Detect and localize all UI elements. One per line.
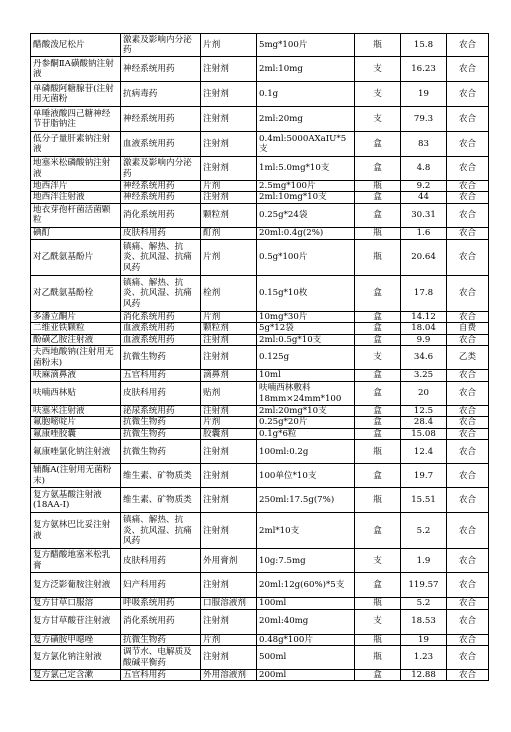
drug-name-cell: 复方甘草口服溶 <box>31 598 121 609</box>
unit-cell: 盒 <box>355 464 401 488</box>
drug-name-cell: 辅酶A(注射用无菌粉末) <box>31 464 121 488</box>
category-cell: 消化系统用药 <box>121 609 201 634</box>
insurance-type-cell: 农合 <box>447 239 489 275</box>
table-row <box>31 275 489 311</box>
specification-cell: 2ml:20mg*10支 <box>257 406 355 417</box>
drug-name-cell: 单唾液酸四己糖神经节苷脂钠注 <box>31 107 121 132</box>
table-row <box>31 181 489 192</box>
drug-name-cell: 氟康唑胶囊 <box>31 428 121 439</box>
category-cell: 呼吸系统用药 <box>121 598 201 609</box>
price-cell: 15.08 <box>401 428 447 439</box>
insurance-type-cell: 自费 <box>447 323 489 334</box>
insurance-type-cell: 农合 <box>447 334 489 345</box>
unit-cell: 瓶 <box>355 181 401 192</box>
unit-cell: 盒 <box>355 428 401 439</box>
dosage-form-cell: 颗粒剂 <box>201 203 257 227</box>
unit-cell: 瓶 <box>355 239 401 275</box>
price-cell: 1.23 <box>401 646 447 670</box>
dosage-form-cell: 注射剂 <box>201 107 257 132</box>
price-cell: 119.57 <box>401 573 447 598</box>
unit-cell: 盒 <box>355 323 401 334</box>
category-cell: 抗微生物药 <box>121 428 201 439</box>
drug-name-cell: 对乙酰氨基酚片 <box>31 239 121 275</box>
category-cell: 消化系统用药 <box>121 311 201 322</box>
price-cell: 5.2 <box>401 513 447 549</box>
drug-name-cell: 复方氨林巴比妥注射液 <box>31 513 121 549</box>
specification-cell: 2ml:10mg*10支 <box>257 192 355 203</box>
dosage-form-cell: 注射剂 <box>201 334 257 345</box>
unit-cell: 瓶 <box>355 227 401 239</box>
specification-cell: 2ml:0.5g*10支 <box>257 334 355 345</box>
drug-name-cell: 对乙酰氨基酚栓 <box>31 275 121 311</box>
drug-name-cell: 复方醋酸地塞米松乳膏 <box>31 549 121 573</box>
price-cell: 20 <box>401 382 447 406</box>
specification-cell: 0.1g <box>257 82 355 107</box>
drug-name-cell: 多潘立酮片 <box>31 311 121 322</box>
drug-name-cell: 地西泮片 <box>31 181 121 192</box>
table-row <box>31 549 489 573</box>
dosage-form-cell: 酊剂 <box>201 227 257 239</box>
insurance-type-cell: 农合 <box>447 670 489 681</box>
specification-cell: 100ml <box>257 598 355 609</box>
specification-cell: 20ml:40mg <box>257 609 355 634</box>
unit-cell: 支 <box>355 346 401 370</box>
category-cell: 五官科用药 <box>121 370 201 382</box>
dosage-form-cell: 片剂 <box>201 311 257 322</box>
unit-cell: 盒 <box>355 370 401 382</box>
price-cell: 34.6 <box>401 346 447 370</box>
drug-name-cell: 碘酊 <box>31 227 121 239</box>
table-row <box>31 382 489 406</box>
unit-cell: 盒 <box>355 573 401 598</box>
drug-name-cell: 醋酸泼尼松片 <box>31 34 121 57</box>
category-cell: 神经系统用药 <box>121 57 201 82</box>
insurance-type-cell: 农合 <box>447 82 489 107</box>
price-cell: 5.2 <box>401 598 447 609</box>
table-row <box>31 311 489 322</box>
insurance-type-cell: 农合 <box>447 406 489 417</box>
category-cell: 激素及影响内分泌药 <box>121 157 201 181</box>
specification-cell: 0.4ml:5000AXaIU*5支 <box>257 132 355 157</box>
dosage-form-cell: 外用膏剂 <box>201 549 257 573</box>
specification-cell: 100单位*10支 <box>257 464 355 488</box>
table-row <box>31 598 489 609</box>
specification-cell: 500ml <box>257 646 355 670</box>
price-cell: 9.9 <box>401 334 447 345</box>
specification-cell: 200ml <box>257 670 355 681</box>
table-row <box>31 609 489 634</box>
price-cell: 4.8 <box>401 157 447 181</box>
price-cell: 79.3 <box>401 107 447 132</box>
category-cell: 镇痛、解热、抗炎、抗风湿、抗痛风药 <box>121 513 201 549</box>
specification-cell: 0.1g*6粒 <box>257 428 355 439</box>
insurance-type-cell: 农合 <box>447 275 489 311</box>
drug-name-cell: 低分子量肝素钠注射液 <box>31 132 121 157</box>
dosage-form-cell: 注射剂 <box>201 57 257 82</box>
insurance-type-cell: 农合 <box>447 107 489 132</box>
specification-cell: 0.15g*10枚 <box>257 275 355 311</box>
insurance-type-cell: 农合 <box>447 513 489 549</box>
unit-cell: 盒 <box>355 275 401 311</box>
table-row <box>31 157 489 181</box>
drug-name-cell: 地西泮注射液 <box>31 192 121 203</box>
drug-name-cell: 单磷酸阿糖腺苷(注射用无菌粉 <box>31 82 121 107</box>
dosage-form-cell: 栓剂 <box>201 275 257 311</box>
category-cell: 皮肤科用药 <box>121 382 201 406</box>
price-cell: 1.6 <box>401 227 447 239</box>
category-cell: 皮肤科用药 <box>121 227 201 239</box>
drug-name-cell: 酚磺乙胺注射液 <box>31 334 121 345</box>
price-cell: 19 <box>401 634 447 645</box>
unit-cell: 盒 <box>355 513 401 549</box>
insurance-type-cell: 农合 <box>447 646 489 670</box>
specification-cell: 0.5g*100片 <box>257 239 355 275</box>
insurance-type-cell: 农合 <box>447 157 489 181</box>
drug-name-cell: 呋塞米注射液 <box>31 406 121 417</box>
price-cell: 18.53 <box>401 609 447 634</box>
dosage-form-cell: 注射剂 <box>201 646 257 670</box>
price-cell: 14.12 <box>401 311 447 322</box>
table-row <box>31 670 489 681</box>
dosage-form-cell: 片剂 <box>201 239 257 275</box>
category-cell: 泌尿系统用药 <box>121 406 201 417</box>
unit-cell: 盒 <box>355 382 401 406</box>
unit-cell: 盒 <box>355 406 401 417</box>
insurance-type-cell: 农合 <box>447 227 489 239</box>
dosage-form-cell: 注射剂 <box>201 609 257 634</box>
price-cell: 1.9 <box>401 549 447 573</box>
dosage-form-cell: 片剂 <box>201 634 257 645</box>
drug-name-cell: 复方泛影葡胺注射液 <box>31 573 121 598</box>
table-row <box>31 428 489 439</box>
insurance-type-cell: 农合 <box>447 203 489 227</box>
dosage-form-cell: 注射剂 <box>201 346 257 370</box>
table-row <box>31 203 489 227</box>
dosage-form-cell: 胶囊剂 <box>201 428 257 439</box>
dosage-form-cell: 颗粒剂 <box>201 323 257 334</box>
price-cell: 83 <box>401 132 447 157</box>
drug-name-cell: 复方磺胺甲噁唑 <box>31 634 121 645</box>
unit-cell: 盒 <box>355 203 401 227</box>
insurance-type-cell: 农合 <box>447 609 489 634</box>
dosage-form-cell: 注射剂 <box>201 464 257 488</box>
price-cell: 20.64 <box>401 239 447 275</box>
specification-cell: 100ml:0.2g <box>257 440 355 464</box>
drug-name-cell: 氟胞嘧啶片 <box>31 417 121 428</box>
unit-cell: 支 <box>355 609 401 634</box>
price-cell: 16.23 <box>401 57 447 82</box>
price-cell: 9.2 <box>401 181 447 192</box>
specification-cell: 5mg*100片 <box>257 34 355 57</box>
category-cell: 调节水、电解质及酸碱平衡药 <box>121 646 201 670</box>
insurance-type-cell: 农合 <box>447 440 489 464</box>
table-row <box>31 57 489 82</box>
drug-name-cell: 复方氯化钠注射液 <box>31 646 121 670</box>
price-cell: 44 <box>401 192 447 203</box>
insurance-type-cell: 农合 <box>447 311 489 322</box>
price-cell: 30.31 <box>401 203 447 227</box>
insurance-type-cell: 乙类 <box>447 346 489 370</box>
table-row <box>31 488 489 513</box>
table-row <box>31 346 489 370</box>
price-cell: 15.8 <box>401 34 447 57</box>
table-row <box>31 82 489 107</box>
category-cell: 神经系统用药 <box>121 192 201 203</box>
insurance-type-cell: 农合 <box>447 370 489 382</box>
specification-cell: 0.48g*100片 <box>257 634 355 645</box>
category-cell: 镇痛、解热、抗炎、抗风湿、抗痛风药 <box>121 239 201 275</box>
unit-cell: 盒 <box>355 192 401 203</box>
category-cell: 妇产科用药 <box>121 573 201 598</box>
table-row <box>31 513 489 549</box>
drug-name-cell: 氟康唑氯化钠注射液 <box>31 440 121 464</box>
category-cell: 抗微生物药 <box>121 417 201 428</box>
insurance-type-cell: 农合 <box>447 573 489 598</box>
price-cell: 18.04 <box>401 323 447 334</box>
specification-cell: 1ml:5.0mg*10支 <box>257 157 355 181</box>
category-cell: 神经系统用药 <box>121 107 201 132</box>
category-cell: 消化系统用药 <box>121 203 201 227</box>
table-row <box>31 417 489 428</box>
drug-name-cell: 呋麻滴鼻液 <box>31 370 121 382</box>
category-cell: 皮肤科用药 <box>121 549 201 573</box>
unit-cell: 支 <box>355 107 401 132</box>
insurance-type-cell: 农合 <box>447 382 489 406</box>
insurance-type-cell: 农合 <box>447 598 489 609</box>
specification-cell: 10ml <box>257 370 355 382</box>
table-row <box>31 370 489 382</box>
table-row <box>31 323 489 334</box>
category-cell: 血液系统用药 <box>121 323 201 334</box>
unit-cell: 盒 <box>355 311 401 322</box>
unit-cell: 盒 <box>355 417 401 428</box>
category-cell: 抗微生物药 <box>121 440 201 464</box>
specification-cell: 0.25g*24袋 <box>257 203 355 227</box>
category-cell: 镇痛、解热、抗炎、抗风湿、抗痛风药 <box>121 275 201 311</box>
price-cell: 28.4 <box>401 417 447 428</box>
drug-name-cell: 复方氯己定含漱 <box>31 670 121 681</box>
price-cell: 12.4 <box>401 440 447 464</box>
table-row <box>31 646 489 670</box>
price-cell: 17.8 <box>401 275 447 311</box>
dosage-form-cell: 片剂 <box>201 417 257 428</box>
table-row <box>31 132 489 157</box>
price-cell: 12.88 <box>401 670 447 681</box>
dosage-form-cell: 滴鼻剂 <box>201 370 257 382</box>
table-row <box>31 192 489 203</box>
category-cell: 维生素、矿物质类 <box>121 464 201 488</box>
price-cell: 12.5 <box>401 406 447 417</box>
dosage-form-cell: 贴剂 <box>201 382 257 406</box>
insurance-type-cell: 农合 <box>447 417 489 428</box>
table-row <box>31 464 489 488</box>
specification-cell: 5g*12袋 <box>257 323 355 334</box>
insurance-type-cell: 农合 <box>447 549 489 573</box>
price-cell: 19 <box>401 82 447 107</box>
unit-cell: 支 <box>355 549 401 573</box>
drug-price-table <box>30 33 489 681</box>
drug-name-cell: 地衣芽孢杆菌活菌颗粒 <box>31 203 121 227</box>
insurance-type-cell: 农合 <box>447 181 489 192</box>
unit-cell: 瓶 <box>355 598 401 609</box>
table-row <box>31 107 489 132</box>
unit-cell: 盒 <box>355 132 401 157</box>
category-cell: 激素及影响内分泌药 <box>121 34 201 57</box>
specification-cell: 0.125g <box>257 346 355 370</box>
unit-cell: 盒 <box>355 334 401 345</box>
drug-name-cell: 复方甘草酸苷注射液 <box>31 609 121 634</box>
insurance-type-cell: 农合 <box>447 428 489 439</box>
dosage-form-cell: 注射剂 <box>201 440 257 464</box>
unit-cell: 瓶 <box>355 34 401 57</box>
dosage-form-cell: 注射剂 <box>201 192 257 203</box>
insurance-type-cell: 农合 <box>447 57 489 82</box>
specification-cell: 2ml:20mg <box>257 107 355 132</box>
insurance-type-cell: 农合 <box>447 634 489 645</box>
dosage-form-cell: 外用溶液剂 <box>201 670 257 681</box>
specification-cell: 2.5mg*100片 <box>257 181 355 192</box>
specification-cell: 20ml:12g(60%)*5支 <box>257 573 355 598</box>
specification-cell: 2ml*10支 <box>257 513 355 549</box>
drug-name-cell: 地塞米松磷酸钠注射液 <box>31 157 121 181</box>
unit-cell: 瓶 <box>355 440 401 464</box>
specification-cell: 10g:7.5mg <box>257 549 355 573</box>
unit-cell: 盒 <box>355 157 401 181</box>
insurance-type-cell: 农合 <box>447 488 489 513</box>
category-cell: 神经系统用药 <box>121 181 201 192</box>
specification-cell: 10mg*30片 <box>257 311 355 322</box>
dosage-form-cell: 注射剂 <box>201 513 257 549</box>
table-row <box>31 440 489 464</box>
dosage-form-cell: 注射剂 <box>201 157 257 181</box>
price-cell: 19.7 <box>401 464 447 488</box>
price-cell: 3.25 <box>401 370 447 382</box>
drug-name-cell: 复方氨基酸注射液(18AA-Ⅰ) <box>31 488 121 513</box>
table-row <box>31 334 489 345</box>
dosage-form-cell: 注射剂 <box>201 406 257 417</box>
price-cell: 15.51 <box>401 488 447 513</box>
specification-cell: 0.25g*20片 <box>257 417 355 428</box>
dosage-form-cell: 注射剂 <box>201 488 257 513</box>
category-cell: 血液系统用药 <box>121 334 201 345</box>
category-cell: 抗微生物药 <box>121 634 201 645</box>
specification-cell: 250ml:17.5g(7%) <box>257 488 355 513</box>
drug-name-cell: 二维亚铁颗粒 <box>31 323 121 334</box>
table-row <box>31 573 489 598</box>
table-row <box>31 239 489 275</box>
specification-cell: 20ml:0.4g(2%) <box>257 227 355 239</box>
dosage-form-cell: 注射剂 <box>201 132 257 157</box>
unit-cell: 支 <box>355 57 401 82</box>
category-cell: 抗病毒药 <box>121 82 201 107</box>
insurance-type-cell: 农合 <box>447 34 489 57</box>
dosage-form-cell: 片剂 <box>201 181 257 192</box>
unit-cell: 瓶 <box>355 646 401 670</box>
drug-name-cell: 丹参酮ⅡA磺酸钠注射液 <box>31 57 121 82</box>
specification-cell: 呋喃西林敷料18mm×24mm*100 <box>257 382 355 406</box>
table-row <box>31 634 489 645</box>
table-row <box>31 34 489 57</box>
unit-cell: 支 <box>355 82 401 107</box>
insurance-type-cell: 农合 <box>447 464 489 488</box>
specification-cell: 2ml:10mg <box>257 57 355 82</box>
insurance-type-cell: 农合 <box>447 192 489 203</box>
dosage-form-cell: 注射剂 <box>201 82 257 107</box>
table-row <box>31 406 489 417</box>
category-cell: 五官科用药 <box>121 670 201 681</box>
table-row <box>31 227 489 239</box>
dosage-form-cell: 注射剂 <box>201 573 257 598</box>
category-cell: 维生素、矿物质类 <box>121 488 201 513</box>
drug-name-cell: 夫西地酸钠(注射用无菌粉末) <box>31 346 121 370</box>
unit-cell: 瓶 <box>355 634 401 645</box>
unit-cell: 瓶 <box>355 488 401 513</box>
category-cell: 血液系统用药 <box>121 132 201 157</box>
category-cell: 抗微生物药 <box>121 346 201 370</box>
dosage-form-cell: 片剂 <box>201 34 257 57</box>
dosage-form-cell: 口服溶液剂 <box>201 598 257 609</box>
unit-cell: 盒 <box>355 670 401 681</box>
drug-name-cell: 呋喃西林贴 <box>31 382 121 406</box>
insurance-type-cell: 农合 <box>447 132 489 157</box>
table-body <box>31 34 489 681</box>
